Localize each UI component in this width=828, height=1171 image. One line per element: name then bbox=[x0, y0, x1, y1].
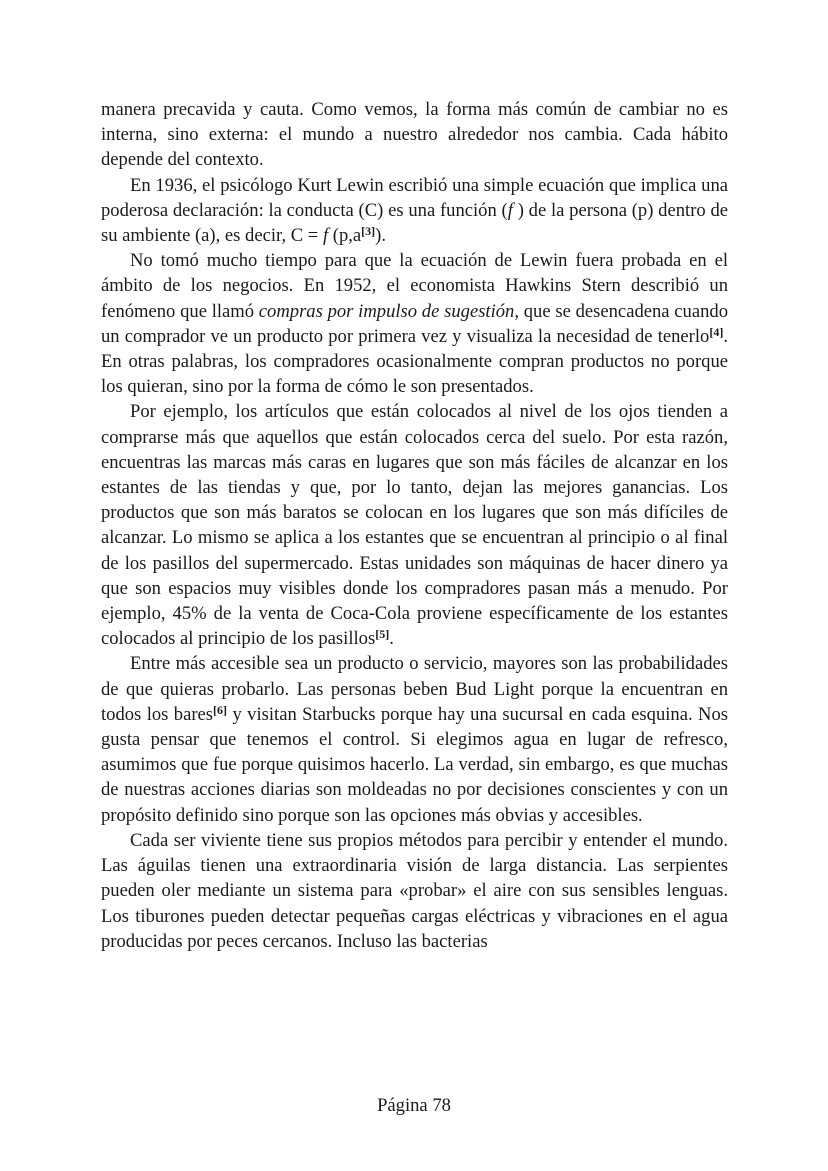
footnote-ref-6[interactable]: [6] bbox=[213, 702, 228, 717]
paragraph-3-text-c: . En otras palabras, los compradores ocasionalmente compran productos no porque los quieran, sino por la forma de cómo le son presentados. bbox=[101, 325, 728, 398]
paragraph-2-text-b: ) de la persona (p) dentro de su ambiente (a), es decir, C = bbox=[101, 199, 729, 247]
paragraph-1-text: manera precavida y cauta. Como vemos, la forma más común de cambiar no es interna, sino externa: el mundo a nuestro alrededor nos cambia. Cada hábito depende del contexto. bbox=[101, 99, 728, 171]
paragraph-2-text-d: ). bbox=[375, 225, 387, 247]
paragraph-4-text-b: . bbox=[389, 628, 394, 650]
paragraph-2-text-c: (p,a bbox=[328, 225, 362, 247]
emphasis-term: compras por impulso de sugestión bbox=[258, 300, 515, 322]
page-body bbox=[101, 97, 728, 954]
paragraph-2-text-a: En 1936, el psicólogo Kurt Lewin escribió una simple ecuación que implica una poderosa declaración: la conducta (C) es una función ( bbox=[101, 174, 728, 221]
function-symbol: f bbox=[507, 199, 513, 221]
function-symbol: f bbox=[322, 225, 329, 247]
paragraph-4 bbox=[101, 399, 728, 651]
paragraph-6 bbox=[101, 828, 728, 954]
paragraph-6-text: Cada ser viviente tiene sus propios métodos para percibir y entender el mundo. Las águilas tienen una extraordinaria visión de larga distancia. Las serpientes pueden oler mediante un sistema para «probar» el aire con sus sensibles lenguas. Los tiburones pueden detectar pequeñas cargas eléctricas y vibraciones en el agua producidas por peces cercanos. Incluso las bacterias bbox=[101, 829, 728, 952]
paragraph-5-text-b: y visitan Starbucks porque hay una sucursal en cada esquina. Nos gusta pensar que tenemos el control. Si elegimos agua en lugar de refresco, asumimos que fue porque quisimos hacerlo. La verdad, sin embargo, es que muchas de nuestras acciones diarias son moldeadas no por decisiones conscientes y con un propósito definido sino porque son las opciones más obvias y accesibles. bbox=[101, 703, 728, 826]
paragraph-2 bbox=[101, 173, 728, 249]
paragraph-3-text-b: , que se desencadena cuando un comprador ve un producto por primera vez y visualiza la necesidad de tenerlo bbox=[101, 300, 728, 347]
paragraph-4-text-a: Por ejemplo, los artículos que están colocados al nivel de los ojos tienden a comprarse más que aquellos que están colocados cerca del suelo. Por esta razón, encuentras las marcas más caras en lugares que son más fáciles de alcanzar en los estantes de las tiendas y que, por lo tanto, dejan las mejores ganancias. Los productos que son más baratos se colocan en los lugares que son más difíciles de alcanzar. Lo mismo se aplica a los estantes que se encuentran al principio o al final de los pasillos del supermercado. Estas unidades son máquinas de hacer dinero ya que son espacios muy visibles donde los compradores pasan más a menudo. Por ejemplo, 45% de la venta de Coca-Cola proviene específicamente de los estantes colocados al principio de los pasillos bbox=[101, 401, 728, 650]
paragraph-3 bbox=[101, 248, 728, 399]
paragraph-5-text-a: Entre más accesible sea un producto o servicio, mayores son las probabilidades de que quieras probarlo. Las personas beben Bud Light porque la encuentran en todos los bares bbox=[101, 653, 728, 725]
paragraph-1 bbox=[101, 97, 728, 173]
footnote-ref-3[interactable]: [3] bbox=[361, 224, 376, 239]
footnote-ref-4[interactable]: [4] bbox=[709, 324, 724, 339]
paragraph-5 bbox=[101, 651, 728, 827]
footnote-ref-5[interactable]: [5] bbox=[375, 627, 390, 642]
paragraph-3-text-a: No tomó mucho tiempo para que la ecuación de Lewin fuera probada en el ámbito de los negocios. En 1952, el economista Hawkins Stern describió un fenómeno que llamó bbox=[101, 250, 728, 322]
page-number: Página 78 bbox=[377, 1095, 451, 1116]
